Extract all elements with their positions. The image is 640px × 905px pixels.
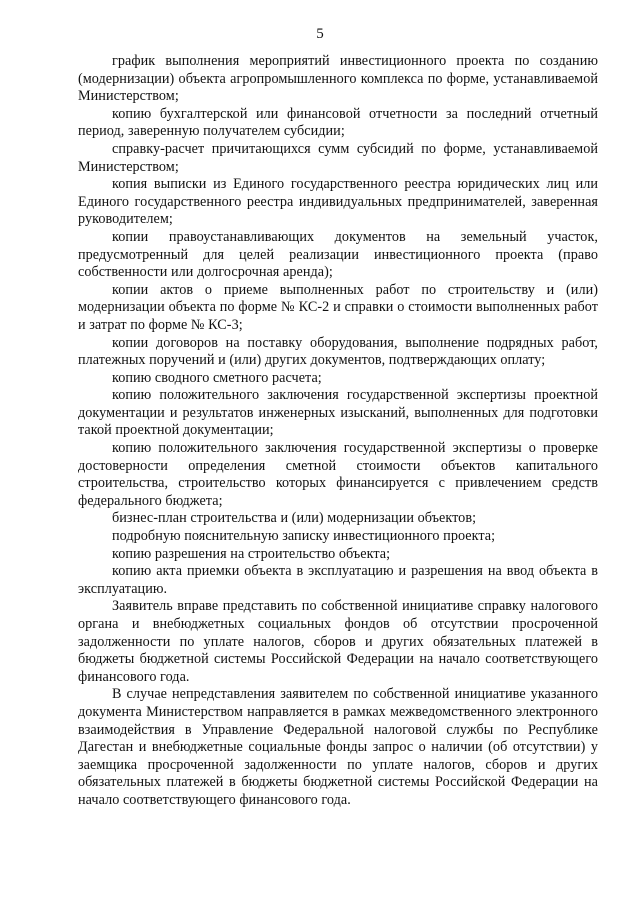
paragraph: подробную пояснительную записку инвестиционного проекта; (112, 528, 496, 545)
paragraph: В случае непредставления заявителем по собственной инициативе указанного документа Министерством направляется в рамках межведомственного электронного взаимодействия в Управление Федеральной налоговой службы по Республике Дагестан и внебюджетные социальные фонды запрос о наличии (об отсутствии) у заемщика просроченной задолженности по уплате налогов, сборов и других обязательных платежей в бюджеты бюджетной системы Российской Федерации на начало соответствующего финансового года. (78, 686, 598, 808)
document-body (78, 53, 598, 810)
paragraph: копию бухгалтерской или финансовой отчетности за последний отчетный период, заверенную получателем субсидии; (78, 105, 598, 140)
page-number: 5 (316, 26, 324, 42)
paragraph: копии актов о приеме выполненных работ по строительству и (или) модернизации объекта по форме № КС-2 и справки о стоимости выполненных работ и затрат по форме № КС-3; (78, 281, 598, 333)
paragraph: копии договоров на поставку оборудования, выполнение подрядных работ, платежных поручений и (или) других документов, подтверждающих оплату; (78, 334, 598, 369)
paragraph: копию разрешения на строительство объекта; (112, 545, 391, 562)
paragraph: копии правоустанавливающих документов на земельный участок, предусмотренный для целей реализации инвестиционного проекта (право собственности или долгосрочная аренда); (78, 228, 598, 281)
paragraph: график выполнения мероприятий инвестиционного проекта по созданию (модернизации) объекта агропромышленного комплекса по форме, устанавливаемой Министерством; (78, 53, 598, 105)
paragraph: копию положительного заключения государственной экспертизы проектной документации и результатов инженерных изысканий, выполненных для подготовки такой проектной документации; (78, 387, 598, 439)
paragraph: справку-расчет причитающихся сумм субсидий по форме, устанавливаемой Министерством; (78, 140, 598, 175)
paragraph: копию сводного сметного расчета; (112, 369, 322, 386)
paragraph: бизнес-план строительства и (или) модернизации объектов; (112, 510, 477, 527)
paragraph: копия выписки из Единого государственного реестра юридических лиц или Единого государственного реестра индивидуальных предпринимателей, заверенная руководителем; (78, 176, 598, 228)
paragraph: Заявитель вправе представить по собственной инициативе справку налогового органа и внебюджетных социальных фондов об отсутствии просроченной задолженности по уплате налогов, сборов и других обязательных платежей в бюджеты бюджетной системы Российской Федерации на начало соответствующего финансового года. (78, 598, 598, 685)
paragraph: копию положительного заключения государственной экспертизы о проверке достоверности определения сметной стоимости объектов капитального строительства, строительство которых финансируется с привлечением средств федерального бюджета; (78, 440, 598, 509)
paragraph: копию акта приемки объекта в эксплуатацию и разрешения на ввод объекта в эксплуатацию. (78, 563, 598, 597)
